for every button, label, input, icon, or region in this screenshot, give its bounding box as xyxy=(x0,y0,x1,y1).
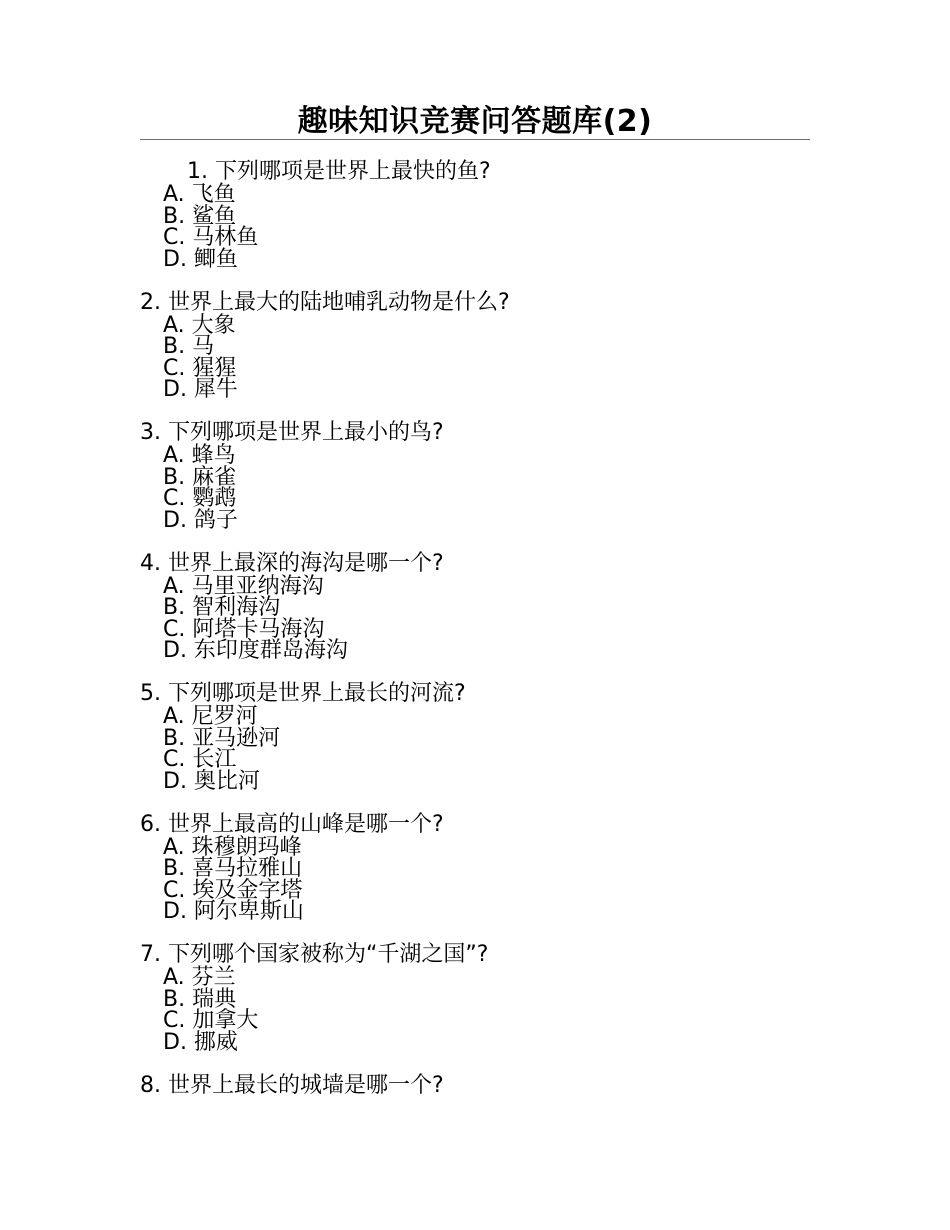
option-c: C. 鹦鹉 xyxy=(163,486,237,511)
question-text: 8. 世界上最长的城墙是哪一个? xyxy=(140,1072,444,1098)
option-d: D. 挪威 xyxy=(163,1029,238,1055)
option-a: A. 芬兰 xyxy=(163,965,236,990)
question-text: 7. 下列哪个国家被称为“千湖之国”? xyxy=(140,942,489,967)
option-d: D. 犀牛 xyxy=(163,377,238,402)
question-3 xyxy=(140,421,810,552)
question-7 xyxy=(140,943,810,1074)
option-d: D. 鲫鱼 xyxy=(163,246,238,272)
option-b: B. 瑞典 xyxy=(163,986,237,1012)
option-a: A. 大象 xyxy=(163,312,236,338)
question-1 xyxy=(140,160,810,291)
question-text: 5. 下列哪项是世界上最长的河流? xyxy=(140,681,466,706)
question-text: 2. 世界上最大的陆地哺乳动物是什么? xyxy=(140,289,510,315)
option-b: B. 麻雀 xyxy=(163,464,237,490)
option-c: C. 埃及金字塔 xyxy=(163,877,303,903)
option-c: C. 加拿大 xyxy=(163,1008,259,1033)
question-text: 1. 下列哪项是世界上最快的鱼? xyxy=(187,159,491,184)
option-d: D. 鸽子 xyxy=(163,507,238,533)
option-c: C. 马林鱼 xyxy=(163,225,259,250)
option-list xyxy=(140,573,810,663)
question-text: 3. 下列哪项是世界上最小的鸟? xyxy=(140,420,444,445)
option-d: D. 东印度群岛海沟 xyxy=(163,638,348,663)
option-c: C. 猩猩 xyxy=(163,355,237,381)
option-list xyxy=(140,706,810,792)
option-list xyxy=(140,445,810,531)
option-a: A. 蜂鸟 xyxy=(163,443,236,468)
question-list xyxy=(140,160,810,1204)
option-c: C. 长江 xyxy=(163,747,237,772)
document-title: 趣味知识竞赛问答题库(2) xyxy=(297,104,653,139)
option-list xyxy=(140,834,810,924)
option-d: D. 阿尔卑斯山 xyxy=(163,899,304,924)
option-b: B. 鲨鱼 xyxy=(163,203,237,229)
option-a: A. 尼罗河 xyxy=(163,704,258,729)
option-a: A. 飞鱼 xyxy=(163,182,236,207)
option-b: B. 亚马逊河 xyxy=(163,725,281,751)
question-4 xyxy=(140,552,810,683)
question-8 xyxy=(140,1074,810,1205)
question-2 xyxy=(140,291,810,422)
option-c: C. 阿塔卡马海沟 xyxy=(163,616,325,642)
question-5 xyxy=(140,682,810,813)
question-6 xyxy=(140,813,810,944)
option-b: B. 马 xyxy=(163,334,215,359)
question-text: 6. 世界上最高的山峰是哪一个? xyxy=(140,811,444,837)
option-b: B. 喜马拉雅山 xyxy=(163,856,303,881)
option-a: A. 珠穆朗玛峰 xyxy=(163,834,302,860)
option-a: A. 马里亚纳海沟 xyxy=(163,573,324,599)
option-list xyxy=(140,967,810,1053)
option-list xyxy=(140,312,810,402)
question-text: 4. 世界上最深的海沟是哪一个? xyxy=(140,550,444,576)
option-d: D. 奥比河 xyxy=(163,768,260,794)
title-underline xyxy=(140,139,810,140)
option-b: B. 智利海沟 xyxy=(163,595,281,620)
option-list xyxy=(140,184,810,270)
